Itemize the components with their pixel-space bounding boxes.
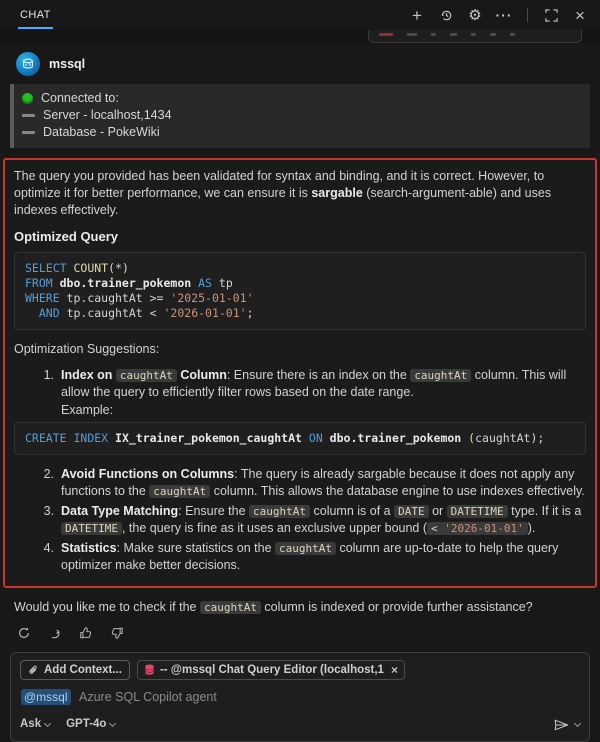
mode-label: Ask bbox=[20, 718, 42, 730]
add-context-label: Add Context... bbox=[44, 663, 122, 676]
tab-chat[interactable] bbox=[20, 0, 51, 30]
inline-code-chip: caughtAt bbox=[149, 485, 210, 498]
tab-chat-label: CHAT bbox=[20, 8, 51, 21]
response-content bbox=[14, 168, 586, 574]
followup-question bbox=[14, 599, 588, 616]
connection-database: Database - PokeWiki bbox=[43, 125, 160, 139]
text: Example: bbox=[61, 403, 114, 417]
inline-code-chip: caughtAt bbox=[249, 505, 310, 518]
inline-code-chip: DATETIME bbox=[447, 505, 508, 518]
maximize-icon[interactable] bbox=[543, 7, 559, 23]
more-actions-icon[interactable]: ··· bbox=[495, 6, 513, 23]
dash-icon bbox=[22, 131, 35, 134]
paperclip-icon bbox=[28, 665, 39, 676]
text: (search-argument-able) and uses indexes effectively. bbox=[14, 186, 552, 217]
suggestion-item bbox=[36, 503, 586, 537]
inline-code-chip: caughtAt bbox=[200, 601, 261, 614]
context-chip-label: -- @mssql Chat Query Editor (localhost,1 bbox=[159, 663, 384, 676]
chevron-down-icon bbox=[109, 719, 116, 726]
titlebar-divider bbox=[527, 8, 528, 22]
connection-status-label: Connected to: bbox=[41, 91, 119, 105]
list-number: 1. bbox=[43, 368, 54, 382]
bold-text: Data Type Matching bbox=[61, 504, 179, 518]
partial-fragment bbox=[471, 33, 476, 36]
bold-text: Avoid Functions on Columns bbox=[61, 467, 235, 481]
text: column are up-to-date to help the query optimizer make better decisions. bbox=[61, 541, 559, 572]
list-number: 3. bbox=[43, 504, 54, 518]
partial-fragment bbox=[490, 33, 496, 36]
text: or bbox=[428, 504, 447, 518]
inline-code-chip: caughtAt bbox=[275, 542, 336, 555]
inline-code-chip: caughtAt bbox=[410, 369, 471, 382]
response-heading: Optimized Query bbox=[14, 229, 119, 244]
thumbs-down-icon[interactable] bbox=[108, 624, 126, 642]
prompt-input[interactable] bbox=[21, 689, 580, 706]
bold-text: sargable bbox=[311, 186, 363, 200]
list-number: 4. bbox=[43, 541, 54, 555]
connection-status-block bbox=[10, 84, 590, 148]
inline-code-chip: DATETIME bbox=[61, 522, 122, 535]
text: : Ensure the bbox=[178, 504, 250, 518]
mode-dropdown[interactable] bbox=[20, 716, 50, 733]
scroll-shadow bbox=[0, 30, 600, 43]
assistant-response-block bbox=[3, 158, 597, 588]
input-placeholder: Azure SQL Copilot agent bbox=[79, 690, 217, 704]
send-plane-icon bbox=[554, 718, 570, 732]
partial-fragment bbox=[379, 33, 393, 36]
model-label: GPT-4o bbox=[66, 718, 107, 730]
message-toolbar bbox=[15, 624, 600, 642]
add-context-button[interactable] bbox=[20, 660, 130, 680]
text: type. If it is a bbox=[507, 504, 582, 518]
text: Would you like me to check if the bbox=[14, 600, 200, 614]
new-chat-icon[interactable]: + bbox=[412, 5, 422, 25]
text: column. This will allow the query to efficiently filter rows based on the date range. bbox=[61, 368, 567, 399]
connection-server: Server - localhost,1434 bbox=[43, 108, 172, 122]
partial-fragment bbox=[510, 33, 515, 36]
inline-code-chip: < '2026-01-01' bbox=[427, 522, 528, 535]
suggestion-item bbox=[36, 466, 586, 500]
agent-name: mssql bbox=[49, 56, 86, 71]
text: : Ensure there is an index on the bbox=[226, 368, 411, 382]
text: , the query is fine as it uses an exclusive upper bound ( bbox=[121, 521, 428, 535]
send-options-chevron-icon[interactable] bbox=[574, 719, 581, 726]
partial-fragment bbox=[407, 33, 417, 36]
text: column is indexed or provide further assistance? bbox=[260, 600, 533, 614]
close-icon[interactable]: × bbox=[575, 5, 585, 25]
text: : Make sure statistics on the bbox=[116, 541, 275, 555]
database-icon bbox=[144, 664, 155, 676]
dash-icon bbox=[22, 114, 35, 117]
bold-text: Column bbox=[176, 368, 227, 382]
scrolled-code-toolbar-partial bbox=[368, 30, 582, 43]
agent-header bbox=[16, 52, 590, 76]
sql-code-block: CREATE INDEX IX_trainer_pokemon_caughtAt ON dbo.trainer_pokemon (caughtAt); bbox=[14, 422, 586, 455]
history-icon[interactable] bbox=[438, 7, 454, 23]
inline-code-chip: caughtAt bbox=[116, 369, 177, 382]
chevron-down-icon bbox=[44, 719, 51, 726]
sql-code-block: SELECT COUNT(*) FROM dbo.trainer_pokemon AS tp WHERE tp.caughtAt >= '2025-01-01' AND tp.caughtAt < '2026-01-01'; bbox=[14, 252, 586, 330]
response-paragraph bbox=[14, 341, 586, 358]
connected-status-icon bbox=[22, 93, 33, 104]
partial-fragment bbox=[450, 33, 457, 36]
text: The query you provided has been validated for syntax and binding, and it is correct. However, to optimize it for better performance, we can ensure it is bbox=[14, 169, 545, 200]
bold-text: Statistics bbox=[61, 541, 117, 555]
suggestion-item bbox=[36, 540, 586, 574]
text: : The query is already sargable because it does not apply any functions to the bbox=[61, 467, 575, 498]
regenerate-icon[interactable] bbox=[15, 624, 33, 642]
suggestion-item bbox=[36, 367, 586, 419]
partial-fragment bbox=[431, 33, 436, 36]
remove-context-icon[interactable]: × bbox=[390, 662, 398, 677]
text: ). bbox=[527, 521, 536, 535]
agent-mention-token[interactable]: @mssql bbox=[21, 689, 71, 705]
panel-titlebar bbox=[0, 0, 600, 30]
text: column. This allows the database engine to use indexes effectively. bbox=[210, 484, 585, 498]
bold-text: Index on bbox=[61, 368, 116, 382]
tab-active-underline bbox=[18, 27, 53, 29]
response-paragraph bbox=[14, 168, 586, 219]
send-button[interactable] bbox=[554, 718, 580, 732]
mssql-avatar bbox=[16, 52, 40, 76]
model-dropdown[interactable] bbox=[66, 716, 115, 733]
context-attachment-chip[interactable] bbox=[137, 660, 405, 680]
undo-request-icon[interactable] bbox=[46, 624, 64, 642]
text: column is of a bbox=[310, 504, 395, 518]
settings-gear-icon[interactable]: ⚙ bbox=[468, 6, 482, 24]
inline-code-chip: DATE bbox=[394, 505, 429, 518]
thumbs-up-icon[interactable] bbox=[77, 624, 95, 642]
text: Optimization Suggestions: bbox=[14, 342, 160, 356]
list-number: 2. bbox=[43, 467, 54, 481]
